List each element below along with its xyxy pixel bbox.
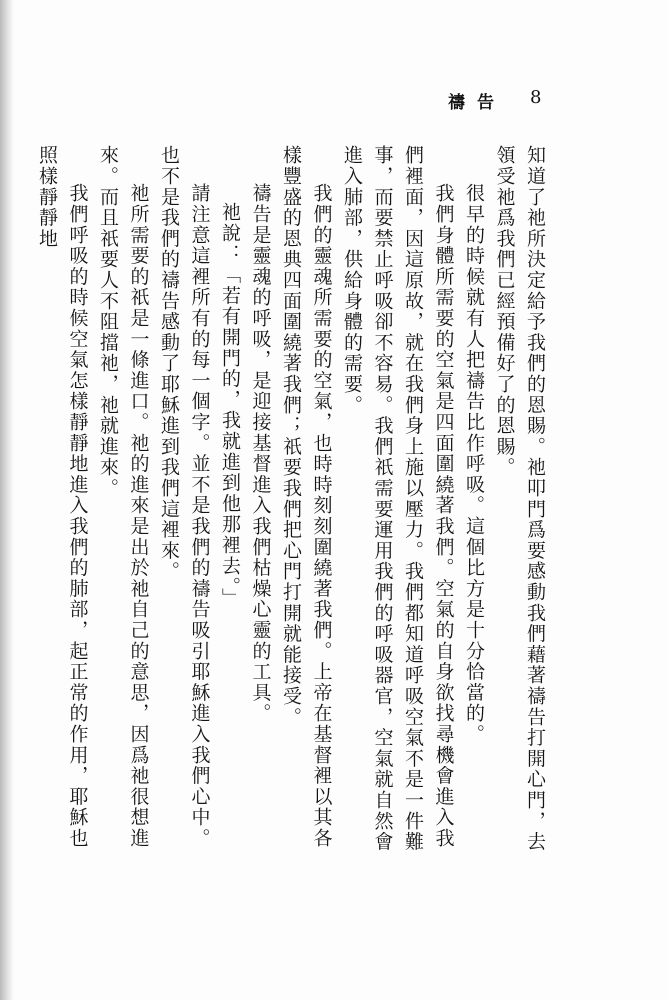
paragraph: 禱告是靈魂的呼吸，是迎接基督進入我們枯燥心靈的工具。 xyxy=(249,183,272,724)
paragraph: 很早的時候就有人把禱告比作呼吸。這個比方是十分恰當的。 xyxy=(463,183,485,745)
paragraph: 我們身體所需要的空氣是四面圍繞著我們。空氣的自身欲找尋機會進入我們裡面，因這原故，就在我們身上施以壓力。我們都知道呼吸空氣不是一件難事，而要禁止呼吸卻不容易。我們祇需要運用我們的呼吸器官，空氣就自然會進入肺部，供給身體的需要。 xyxy=(341,145,455,853)
paragraph: 我們呼吸的時候空氣怎樣靜靜地進入我們的肺部，起正常的作用，耶穌也照樣靜靜地 xyxy=(36,145,89,849)
paragraph: 知道了祂所決定給予我們的恩賜。祂叩門爲要感動我們藉著禱告打開心門，去領受祂爲我們已經預備好了的恩賜。 xyxy=(493,145,546,853)
quote-paragraph: 祂說：「若有開門的，我就進到他那裡去。」 xyxy=(219,202,241,609)
paragraph: 祂所需要的祇是一條進口。祂的進來是出於祂自己的意思，因爲祂很想進來。而且祇要人不阻擋祂，祂就進來。 xyxy=(97,145,150,849)
page-number: 8 xyxy=(530,87,542,108)
running-head xyxy=(438,88,558,112)
paragraph: 請注意這裡所有的每一個字。並不是我們的禱告吸引耶穌進入我們心中。也不是我們的禱告感動了耶穌進到我們這裡來。 xyxy=(158,145,211,849)
chapter-title: 禱告 xyxy=(448,93,506,113)
body-text xyxy=(36,145,550,865)
paragraph: 我們的靈魂所需要的空氣，也時時刻刻圍繞著我們。上帝在基督裡以其各樣豐盛的恩典四面圍繞著我們；祇要我們把心門打開就能接受。 xyxy=(280,145,333,849)
binding-shadow xyxy=(0,0,14,1000)
